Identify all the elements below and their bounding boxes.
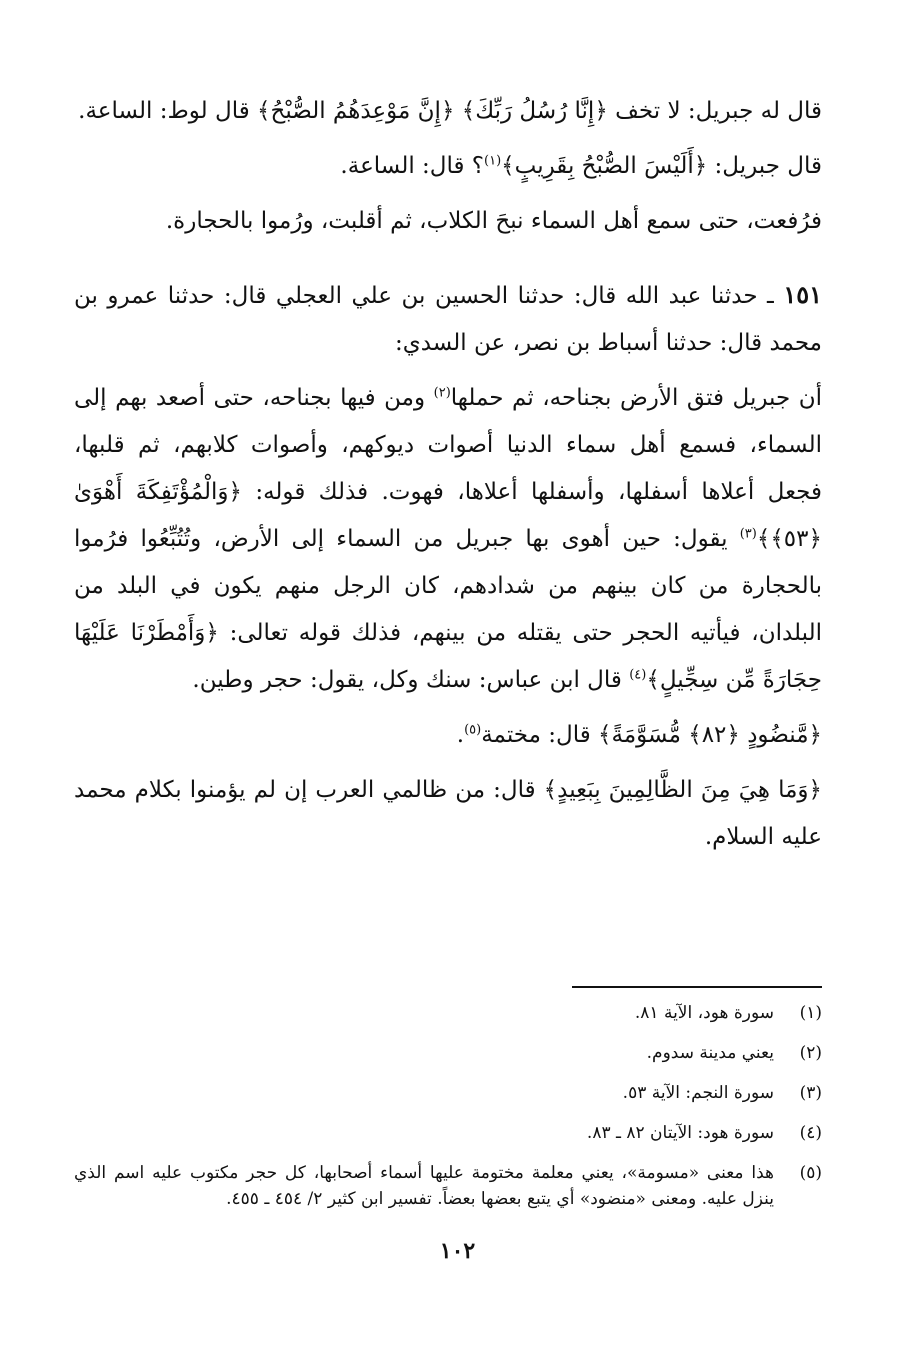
paragraph-7 (74, 767, 822, 861)
footnotes (74, 1000, 822, 1226)
paragraph-5 (74, 375, 822, 704)
hadith-number: ١٥١ (783, 280, 822, 309)
footnote-mark: (٤) (799, 1123, 822, 1143)
footnote-mark: (٥) (799, 1163, 822, 1183)
paragraph-6 (74, 712, 822, 759)
footnote-4 (74, 1120, 822, 1146)
paragraph-2-text: قال جبريل: ﴿أَلَيْسَ الصُّبْحُ بِقَرِيبٍ﴾ (501, 153, 822, 179)
footnote-3 (74, 1080, 822, 1106)
footnote-5 (74, 1160, 822, 1212)
footnote-ref-4: (٤) (629, 667, 647, 683)
footnote-ref-2: (٢) (433, 385, 451, 401)
paragraph-2-tail: ؟ قال: الساعة. (340, 153, 485, 179)
footnote-mark: (١) (799, 1003, 822, 1023)
paragraph-1 (74, 88, 822, 135)
footnote-text: يعني مدينة سدوم. (646, 1043, 774, 1063)
paragraph-5-part-a: أن جبريل فتق الأرض بجناحه، ثم حملها (450, 385, 823, 411)
paragraph-5-part-c: يقول: حين أهوى بها جبريل من السماء إلى الأرض، وتُتُبِّعُوا فرُموا بالحجارة من كان بينهم من شدادهم، كان الرجل منهم يكون في البلد من البلدان، فيأتيه الحجر حتى يقتله من بينهم، فذلك قوله تعالى: ﴿وَأَمْطَرْنَا عَلَيْهَا حِجَارَةً مِّن سِجِّيلٍ﴾ (74, 526, 822, 693)
footnote-text: سورة هود: الآيتان ٨٢ ـ ٨٣. (586, 1123, 774, 1143)
footnote-text: سورة النجم: الآية ٥٣. (622, 1083, 774, 1103)
paragraph-7-text: ﴿وَمَا هِيَ مِنَ الظَّالِمِينَ بِبَعِيدٍ﴾ قال: من ظالمي العرب إن لم يؤمنوا بكلام محمد عليه السلام. (74, 777, 822, 850)
footnote-text: سورة هود، الآية ٨١. (634, 1003, 774, 1023)
footnote-ref-5: (٥) (464, 722, 482, 738)
footnote-mark: (٣) (799, 1083, 822, 1103)
main-text (74, 88, 822, 869)
footnote-ref-1: (١) (484, 153, 502, 169)
paragraph-3-text: فرُفعت، حتى سمع أهل السماء نبحَ الكلاب، ثم أقلبت، ورُموا بالحجارة. (165, 208, 822, 234)
paragraph-2 (74, 143, 822, 190)
paragraph-1-text: قال له جبريل: لا تخف ﴿إِنَّا رُسُلُ رَبِّكَ﴾ ﴿إِنَّ مَوْعِدَهُمُ الصُّبْحُ﴾ قال لوط: الساعة. (78, 98, 822, 124)
paragraph-5-part-d: قال ابن عباس: سنك وكل، يقول: حجر وطين. (192, 667, 630, 693)
footnote-text: هذا معنى «مسومة»، يعني معلمة مختومة عليها أسماء أصحابها، كل حجر مكتوب عليه اسم الذي ينزل عليه. ومعنى «منضود» أي يتبع بعضها بعضاً. تفسير ابن كثير ٢/ ٤٥٤ ـ ٤٥٥. (74, 1163, 774, 1209)
footnote-2 (74, 1040, 822, 1066)
paragraph-5-part-b: ومن فيها بجناحه، حتى أصعد بهم إلى السماء، فسمع أهل سماء الدنيا أصوات ديوكهم، وأصوات كلابهم، ثم قلبها، فجعل أعلاها أسفلها، وأسفلها أعلاها، فهوت. فذلك قوله: ﴿وَالْمُؤْتَفِكَةَ أَهْوَىٰ ﴿٥٣﴾﴾ (74, 385, 822, 552)
hadith-151 (74, 271, 822, 367)
footnote-divider (572, 986, 822, 988)
paragraph-6-end: . (456, 722, 465, 748)
paragraph-3 (74, 198, 822, 245)
footnote-mark: (٢) (799, 1043, 822, 1063)
page-number: ١٠٢ (439, 1238, 476, 1264)
paragraph-6-text: ﴿مَّنضُودٍ ﴿٨٢﴾ مُّسَوَّمَةً﴾ قال: مختمة (481, 722, 822, 748)
hadith-151-chain: ـ حدثنا عبد الله قال: حدثنا الحسين بن علي العجلي قال: حدثنا عمرو بن محمد قال: حدثنا أسباط بن نصر، عن السدي: (74, 283, 822, 356)
footnote-1 (74, 1000, 822, 1026)
footnote-ref-3: (٣) (739, 526, 757, 542)
